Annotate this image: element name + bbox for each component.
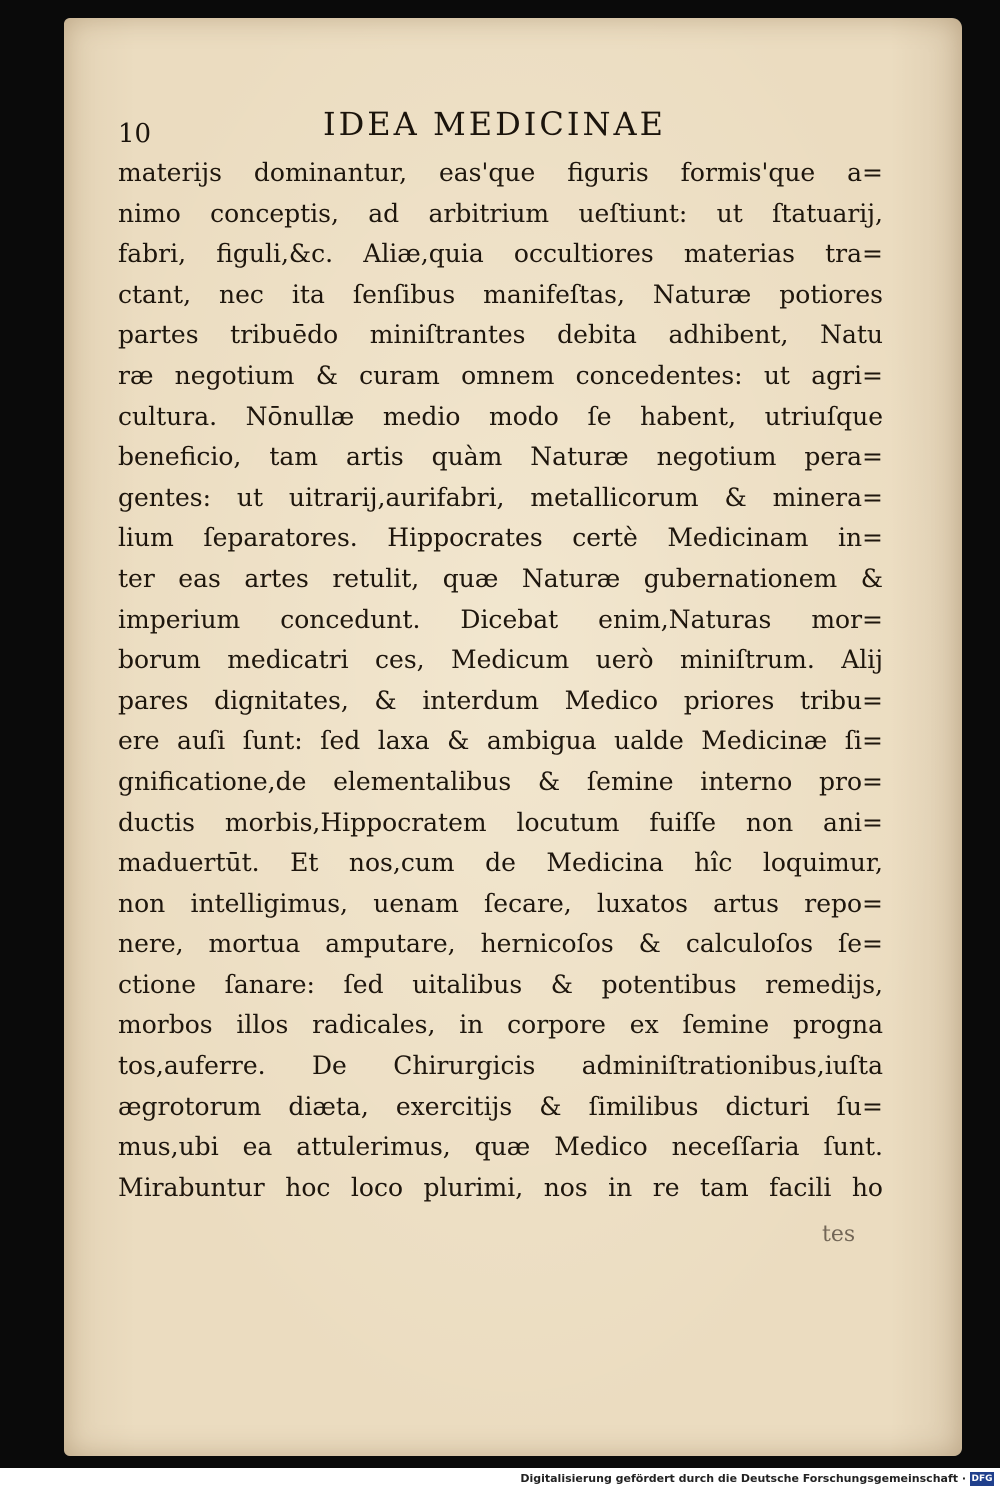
digitization-footer	[0, 1468, 1000, 1490]
body-text	[118, 153, 883, 1208]
text-line: nere, mortua amputare, hernicoſos & calculoſos ſe=	[118, 929, 883, 959]
text-line: beneficio, tam artis quàm Naturæ negotium pera=	[118, 442, 883, 472]
text-line: materijs dominantur, eas'que figuris formis'que a=	[118, 158, 883, 187]
text-line: ctant, nec ita ſenſibus manifeſtas, Naturæ potiores	[118, 279, 883, 309]
text-line: ræ negotium & curam omnem concedentes: ut agri=	[118, 360, 883, 390]
text-line: cultura. Nōnullæ medio modo ſe habent, utriuſque	[118, 401, 883, 431]
text-line: maduertūt. Et nos,cum de Medicina hîc loquimur,	[118, 848, 883, 878]
text-line: non intelligimus, uenam ſecare, luxatos artus repo=	[118, 888, 883, 918]
text-line: ctione ſanare: ſed uitalibus & potentibus remedijs,	[118, 969, 883, 999]
text-line: ægrotorum diæta, exercitijs & ſimilibus dicturi ſu=	[118, 1091, 883, 1121]
dfg-logo: DFG	[971, 1474, 993, 1484]
text-line: lium ſeparatores. Hippocrates certè Medicinam in=	[118, 523, 883, 553]
text-line: imperium concedunt. Dicebat enim,Naturas mor=	[118, 604, 883, 634]
text-line: borum medicatri ces, Medicum uerò miniſtrum. Alij	[118, 645, 883, 675]
catchword: tes	[822, 1222, 856, 1247]
text-line: gnificatione,de elementalibus & ſemine interno pro=	[118, 766, 883, 796]
text-line: fabri, figuli,&c. Aliæ,quia occultiores materias tra=	[118, 239, 883, 269]
text-line: ductis morbis,Hippocratem locutum fuiſſe non ani=	[118, 807, 883, 837]
footer-credit: Digitalisierung gefördert durch die Deutsche Forschungsgemeinschaft ·	[520, 1472, 966, 1485]
text-line: Mirabuntur hoc loco plurimi, nos in re tam facili ho	[118, 1172, 883, 1202]
text-line: gentes: ut uitrarij,aurifabri, metallicorum & minera=	[118, 482, 883, 512]
text-line: mus,ubi ea attulerimus, quæ Medico neceſſaria ſunt.	[118, 1132, 883, 1162]
text-line: tos,auferre. De Chirurgicis adminiſtrationibus,iuſta	[118, 1051, 883, 1081]
text-line: pares dignitates, & interdum Medico priores tribu=	[118, 685, 883, 715]
text-line: nimo conceptis, ad arbitrium ueſtiunt: ut ſtatuarij,	[118, 198, 883, 228]
page-number: 10	[118, 119, 152, 149]
text-line: ter eas artes retulit, quæ Naturæ gubernationem &	[118, 563, 883, 593]
page-header	[118, 105, 818, 155]
text-line: ere auſi ſunt: ſed laxa & ambigua ualde Medicinæ ſi=	[118, 726, 883, 756]
text-line: morbos illos radicales, in corpore ex ſemine progna	[118, 1010, 883, 1040]
running-title: IDEA MEDICINAE	[323, 105, 666, 143]
text-line: partes tribuēdo miniſtrantes debita adhibent, Natu	[118, 320, 883, 350]
